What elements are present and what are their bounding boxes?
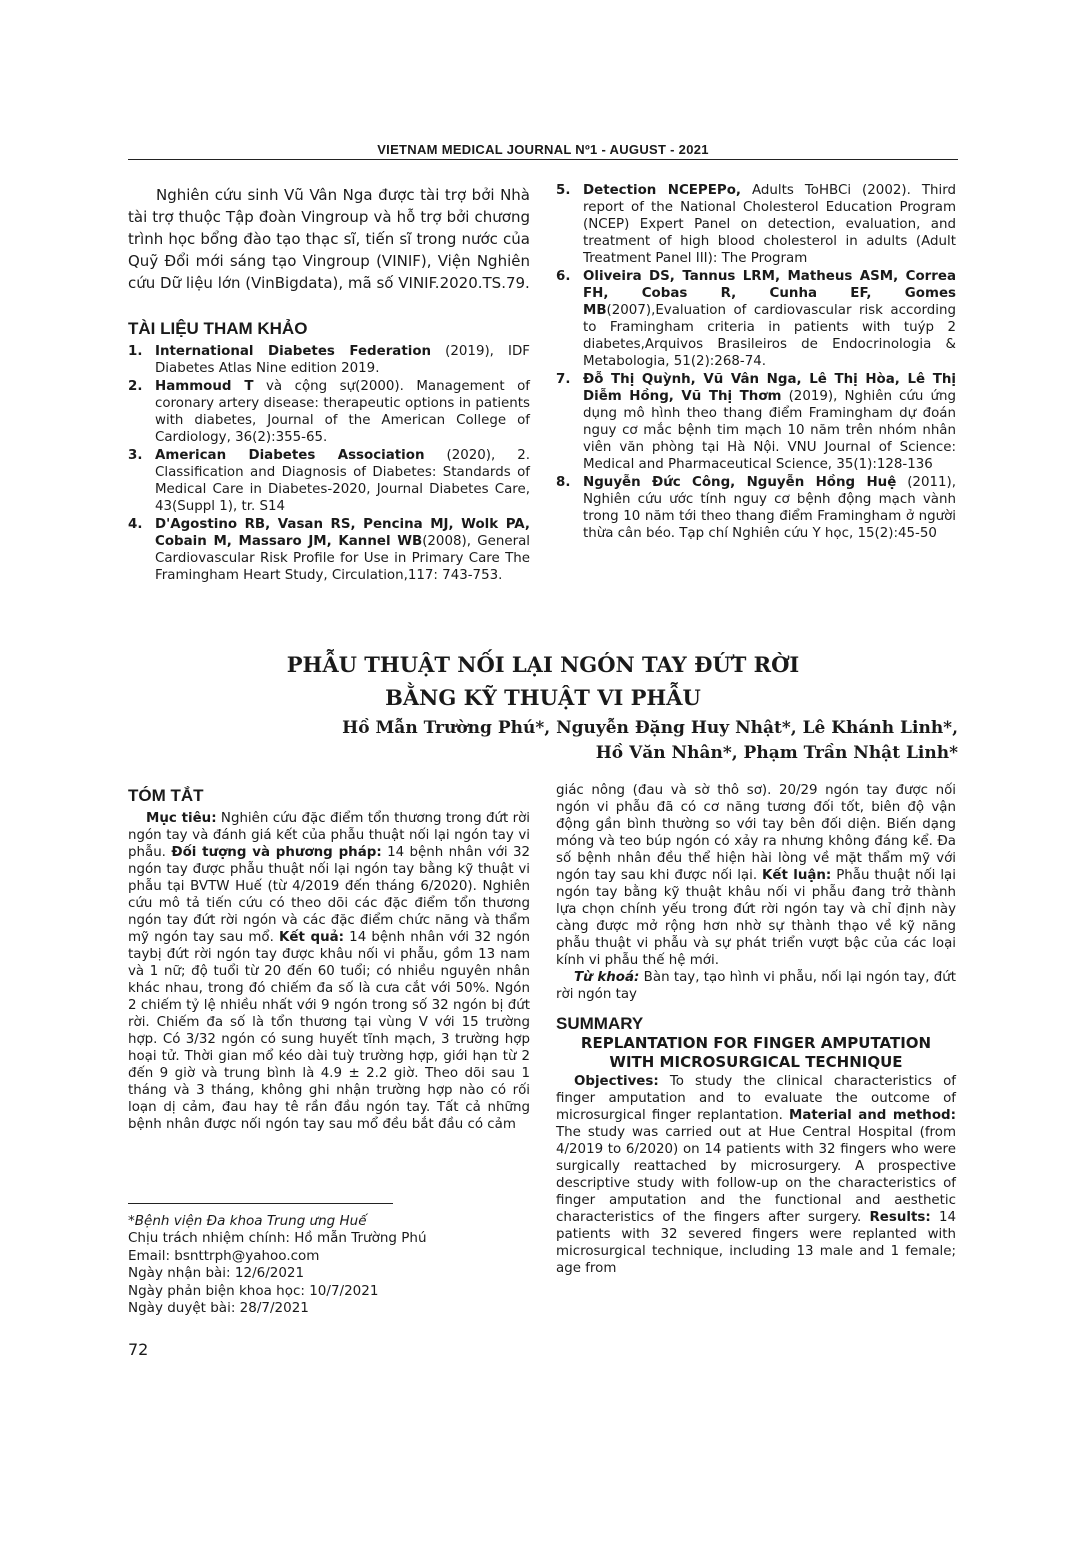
header-rule <box>128 159 958 160</box>
top-right-column <box>556 182 956 543</box>
summary-body <box>556 1073 956 1277</box>
footnote-reviewed: Ngày phản biện khoa học: 10/7/2021 <box>128 1282 379 1299</box>
references-list-right <box>556 182 956 542</box>
results-text-en: 14 patients with 32 severed fingers were replanted with microsurgical technique, including 13 male and 1 female; age from <box>556 1210 956 1276</box>
reference-item <box>556 268 956 370</box>
summary-title: SUMMARY <box>556 1014 644 1033</box>
abstract-vi-column <box>128 787 530 1133</box>
authors-line: Hồ Văn Nhân*, Phạm Trần Nhật Linh* <box>595 743 958 763</box>
results-label-en: Results: <box>869 1210 931 1225</box>
reference-number: 3. <box>128 448 143 463</box>
article-title-line: BẰNG KỸ THUẬT VI PHẪU <box>385 685 701 710</box>
keywords-para <box>556 969 956 1003</box>
acknowledgement: Nghiên cứu sinh Vũ Vân Nga được tài trợ bởi Nhà tài trợ thuộc Tập đoàn Vingroup và hỗ trợ bởi chương trình học bổng đào tạo thạc sĩ, tiến sĩ trong nước của Quỹ Đổi mới sáng tạo Vingroup (VINIF), Viện Nghiên cứu Dữ liệu lớn (VinBigdata), mã số VINIF.2020.TS.79. <box>128 186 530 292</box>
reference-item <box>556 371 956 473</box>
reference-item <box>128 516 530 584</box>
reference-number: 8. <box>556 475 571 490</box>
reference-number: 1. <box>128 344 143 359</box>
article-title <box>128 648 958 714</box>
keywords-text: Bàn tay, tạo hình vi phẫu, nối lại ngón tay, đứt rời ngón tay <box>556 970 956 1002</box>
summary-subtitle <box>556 1034 956 1072</box>
objectives-text: To study the clinical characteristics of finger amputation and to evaluate the outcome of microsurgical finger replantation. <box>556 1074 956 1123</box>
method-label-en: Material and method: <box>789 1108 956 1123</box>
objective-text: Nghiên cứu đặc điểm tổn thương trong đứt rời ngón tay và đánh giá kết của phẫu thuật nối lại ngón tay vi phẫu. <box>128 811 530 860</box>
abstract-vi-continued <box>556 782 956 969</box>
summary-subtitle-line: WITH MICROSURGICAL TECHNIQUE <box>609 1053 903 1071</box>
results-text: 14 bệnh nhân với 32 ngón taybị đứt rời ngón tay được khâu nối vi phẫu, gồm 13 nam và 1 nữ; độ tuổi từ 20 đến 60 tuổi; có nhiều nguyên nhân khác nhau, trong đó chiếm đa số là cưa cắt với 50%. Ngón 2 chiếm tỷ lệ nhiều nhất với 9 ngón trong số 32 ngón bị đứt rời. Chiếm đa số là tổn thương tại vùng V với 15 trường hợp. Có 3/32 ngón có sung huyết tĩnh mạch, 3 trường hợp hoại tử. Thời gian mổ kéo dài tuỳ trường hợp, giới hạn từ 2 đến 9 giờ và trung bình là 4.9 ± 2.2 giờ. Theo dõi sau 1 tháng và 3 tháng, không ghi nhận trường hợp nào có rối loạn dị cảm, đau hay tê rần đầu ngón tay. Tất cả những bệnh nhân được nối ngón tay sau mổ đều bắt đầu có cảm <box>128 930 530 1132</box>
footnote-affiliation: *Bệnh viện Đa khoa Trung ưng Huế <box>128 1213 367 1229</box>
reference-authors: Oliveira DS, Tannus LRM, Matheus ASM, Correa FH, Cobas R, Cunha EF, Gomes MB <box>583 269 956 318</box>
keywords-label: Từ khoá: <box>574 970 640 985</box>
reference-authors: Nguyễn Đức Công, Nguyễn Hồng Huệ <box>583 475 897 490</box>
method-text-en: The study was carried out at Hue Central Hospital (from 4/2019 to 6/2020) on 14 patients with 32 fingers who were surgically reattached by microsurgery. A prospective descriptive study with follow-up on the characteristics of finger amputation and the functional and aesthetic characteristics of the fingers after surgery. <box>556 1125 956 1225</box>
reference-number: 6. <box>556 269 571 284</box>
reference-text: và cộng sự(2000). Management of coronary artery disease: therapeutic options in patients with diabetes, Journal of the American College of Cardiology, 36(2):355-65. <box>155 379 530 445</box>
continued-text: giác nông (đau và sờ thô sơ). 20/29 ngón tay được nối ngón vi phẫu đã có cơ năng tương đối tốt, biên độ vận động gần bình thường so với tay bên đối diện. Biến dạng móng và teo búp ngón có xảy ra nhưng không đáng kể. Đa số bệnh nhân đều thể hiện hài lòng về mặt thẩm mỹ với ngón tay sau khi được nối lại. <box>556 783 956 883</box>
abstract-vi-title: TÓM TẮT <box>128 786 204 805</box>
objective-label: Mục tiêu: <box>146 811 217 826</box>
reference-authors: International Diabetes Federation <box>155 344 432 359</box>
reference-item <box>556 182 956 267</box>
reference-text: (2019), IDF Diabetes Atlas Nine edition 2019. <box>155 344 530 376</box>
references-list-left <box>128 343 530 584</box>
objectives-label: Objectives: <box>574 1074 659 1089</box>
footnote-responsible: Chịu trách nhiệm chính: Hồ mẫn Trường Phú <box>128 1230 427 1247</box>
reference-number: 2. <box>128 379 143 394</box>
reference-authors: Đỗ Thị Quỳnh, Vũ Vân Nga, Lê Thị Hòa, Lê Thị Diễm Hồng, Vũ Thị Thơm <box>583 372 956 404</box>
article-title-line: PHẪU THUẬT NỐI LẠI NGÓN TAY ĐỨT RỜI <box>286 652 800 677</box>
reference-text: (2008), General Cardiovascular Risk Profile for Use in Primary Care The Framingham Heart Study, Circulation,117: 743-753. <box>155 534 531 583</box>
reference-text: (2011), Nghiên cứu ước tính nguy cơ bệnh động mạch vành trong 10 năm tới theo thang điểm Framingham ở người thừa cân béo. Tạp chí Nghiên cứu Y học, 15(2):45-50 <box>583 475 956 541</box>
footnote-email: Email: bsnttrph@yahoo.com <box>128 1247 320 1264</box>
reference-authors: American Diabetes Association <box>155 448 425 463</box>
reference-text: (2019), Nghiên cứu ứng dụng mô hình theo thang điểm Framingham dự đoán nguy cơ mắc bệnh tim mạch 10 năm trên nhóm nhân viên văn phòng tại Hà Nội. VNU Journal of Science: Medical and Pharmaceutical Science, 35(1):128-136 <box>583 389 956 472</box>
reference-item <box>128 343 530 377</box>
reference-authors: D'Agostino RB, Vasan RS, Pencina MJ, Wolk PA, Cobain M, Massaro JM, Kannel WB <box>155 517 530 549</box>
footnote <box>128 1213 530 1317</box>
journal-header: VIETNAM MEDICAL JOURNAL Nº1 - AUGUST - 2021 <box>377 142 709 157</box>
conclusion-label: Kết luận: <box>762 868 832 883</box>
authors-line: Hồ Mẫn Trường Phú*, Nguyễn Đặng Huy Nhật*, Lê Khánh Linh*, <box>342 718 958 738</box>
reference-item <box>556 474 956 542</box>
results-label: Kết quả: <box>279 930 344 945</box>
method-text: 14 bệnh nhân với 32 ngón tay được phẫu thuật nối lại ngón tay bằng kỹ thuật vi phẫu tại BVTW Huế (từ 4/2019 đến tháng 6/2020). Nghiên cứu mô tả tiến cứu có theo dõi các đặc điểm tổn thương ngón tay đứt rời ngón và các đặc điểm chức năng và thẩm mỹ ngón tay sau mổ. <box>128 845 530 945</box>
abstract-vi-body <box>128 810 530 1133</box>
references-title: TÀI LIỆU THAM KHẢO <box>128 319 308 338</box>
page-number: 72 <box>128 1340 149 1359</box>
article-authors <box>258 716 958 766</box>
method-label: Đối tượng và phương pháp: <box>171 845 382 860</box>
summary-subtitle-line: REPLANTATION FOR FINGER AMPUTATION <box>580 1034 932 1052</box>
conclusion-text: Phẫu thuật nối lại ngón tay bằng kỹ thuật khâu nối vi phẫu đang trở thành lựa chọn chính yếu trong đứt rời ngón tay và chỉ định này càng được mở rộng hơn nhờ sự thành thạo về kỹ năng phẫu thuật vi phẫu và sự phát triển vượt bậc của các loại kính vi phẫu thế hệ mới. <box>556 868 956 968</box>
reference-text: Adults ToHBCi (2002). Third report of the National Cholesterol Education Program (NCEP) Expert Panel on detection, evaluation, and treatment of high blood cholesterol in adults (Adult Treatment Panel III): The Program <box>583 183 956 266</box>
reference-text: (2020), 2. Classification and Diagnosis of Diabetes: Standards of Medical Care in Diabetes-2020, Journal Diabetes Care, 43(Suppl 1), tr. S14 <box>155 448 530 514</box>
abstract-continued-column <box>556 782 956 1277</box>
top-left-column <box>128 184 530 585</box>
reference-number: 7. <box>556 372 571 387</box>
reference-text: (2007),Evaluation of cardiovascular risk according to Framingham criteria in patients with tuýp 2 diabetes,Arquivos Brasileiros de Endocrinologia & Metabologia, 51(2):268-74. <box>583 303 956 369</box>
reference-number: 4. <box>128 517 143 532</box>
reference-item <box>128 447 530 515</box>
reference-number: 5. <box>556 183 571 198</box>
footnote-rule <box>128 1203 393 1204</box>
footnote-accepted: Ngày duyệt bài: 28/7/2021 <box>128 1300 309 1317</box>
reference-item <box>128 378 530 446</box>
reference-authors: Detection NCEPEPo, <box>583 183 741 198</box>
reference-authors: Hammoud T <box>155 379 254 394</box>
footnote-received: Ngày nhận bài: 12/6/2021 <box>128 1265 305 1282</box>
